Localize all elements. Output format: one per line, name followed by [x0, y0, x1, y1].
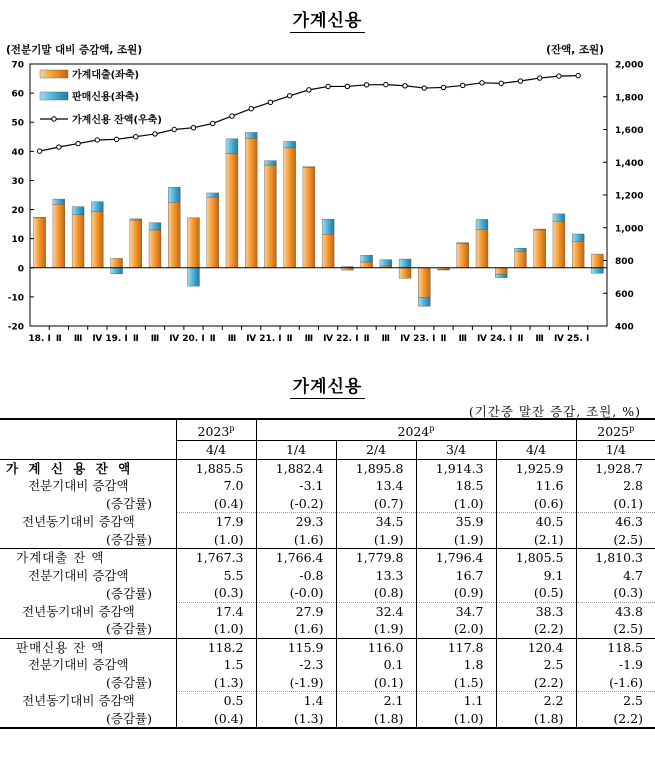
loan-bar — [534, 230, 546, 268]
right-tick-label: 800 — [615, 257, 634, 267]
chart-title: 가계신용 — [0, 6, 655, 31]
left-tick-label: 70 — [11, 60, 24, 71]
x-tick-label: Ⅲ — [304, 334, 314, 344]
cell-value: (2.2) — [496, 620, 576, 638]
x-tick-label: 20. Ⅰ — [182, 334, 205, 344]
balance-point — [326, 84, 330, 88]
balance-point — [172, 127, 176, 131]
cell-value: 117.8 — [416, 638, 496, 656]
loan-bar — [572, 241, 584, 267]
cell-value: 2.5 — [576, 692, 655, 710]
x-tick-label: 22. Ⅰ — [336, 334, 359, 344]
cell-value: 1,805.5 — [496, 549, 576, 567]
balance-point — [461, 83, 465, 87]
balance-point — [287, 94, 291, 98]
header-blank — [0, 419, 176, 441]
loan-bar — [91, 212, 103, 268]
table-row — [0, 692, 655, 710]
cell-value: (0.1) — [576, 495, 655, 513]
sales-bar — [418, 297, 430, 306]
cell-value: 32.4 — [336, 602, 416, 620]
right-tick-label: 2,000 — [615, 60, 644, 71]
quarter-header: 1/4 — [576, 441, 655, 460]
left-tick-label: 10 — [11, 235, 24, 246]
sales-bar — [226, 139, 238, 154]
sales-bar — [534, 229, 546, 230]
sales-bar — [188, 268, 200, 286]
right-tick-label: 1,600 — [615, 126, 644, 136]
left-tick-label: 60 — [11, 89, 24, 100]
x-tick-label: Ⅲ — [227, 334, 237, 344]
cell-value: (1.0) — [176, 620, 256, 638]
loan-bar — [264, 165, 276, 268]
loan-bar — [226, 154, 238, 268]
cell-value: 0.5 — [176, 692, 256, 710]
sales-bar — [361, 255, 373, 262]
cell-value: 1.1 — [416, 692, 496, 710]
sales-bar — [438, 270, 450, 271]
cell-value: 46.3 — [576, 513, 655, 531]
sales-bar — [91, 202, 103, 212]
row-label: 전분기대비 증감액 — [28, 478, 129, 494]
balance-point — [422, 86, 426, 90]
cell-value: 1.4 — [256, 692, 336, 710]
balance-point — [480, 81, 484, 85]
left-tick-label: -10 — [7, 293, 24, 304]
sales-bar — [303, 167, 315, 168]
x-tick-label: Ⅲ — [535, 334, 544, 344]
table-row — [0, 620, 655, 638]
table-title: 가계신용 — [0, 372, 655, 397]
x-tick-label: 25. Ⅰ — [566, 334, 590, 344]
loan-bar — [245, 138, 257, 268]
cell-value: 2.1 — [336, 692, 416, 710]
cell-value: 13.3 — [336, 567, 416, 585]
cell-value: 0.1 — [336, 656, 416, 674]
sales-bar — [53, 199, 65, 204]
cell-value: (-0.2) — [256, 495, 336, 513]
cell-value: 2.8 — [576, 477, 655, 495]
balance-point — [499, 81, 503, 85]
row-label: (증감률) — [0, 620, 176, 638]
x-tick-label: 23. Ⅰ — [413, 334, 436, 344]
x-tick-label: 18. Ⅰ — [28, 334, 51, 344]
x-tick-label: Ⅲ — [73, 334, 83, 344]
table-row — [0, 638, 655, 656]
cell-value: (0.3) — [576, 584, 655, 602]
balance-point — [441, 85, 445, 89]
loan-bar — [476, 229, 488, 267]
loan-bar — [284, 148, 296, 268]
balance-point — [364, 83, 368, 87]
loan-bar — [514, 252, 526, 268]
cell-value: 116.0 — [336, 638, 416, 656]
cell-value: (1.5) — [416, 674, 496, 692]
cell-value: (0.7) — [336, 495, 416, 513]
table-row — [0, 477, 655, 495]
sales-bar — [457, 243, 469, 244]
loan-bar — [399, 268, 411, 278]
cell-value: -0.8 — [256, 567, 336, 585]
cell-value: 118.5 — [576, 638, 655, 656]
sales-bar — [111, 268, 123, 274]
cell-value: (0.1) — [336, 674, 416, 692]
table-row — [0, 459, 655, 477]
balance-point — [153, 132, 157, 136]
table-row — [0, 674, 655, 692]
table-unit: (기간중 말잔 증감, 조원, %) — [468, 404, 641, 419]
cell-value: (1.3) — [256, 710, 336, 729]
cell-value: 1,796.4 — [416, 549, 496, 567]
sales-bar — [130, 219, 142, 220]
legend-loan-swatch — [40, 70, 68, 78]
balance-point — [249, 107, 253, 111]
cell-value: -3.1 — [256, 477, 336, 495]
legend-balance-label: 가계신용 잔액(우축) — [72, 115, 162, 126]
cell-value: 4.7 — [576, 567, 655, 585]
loan-bar — [111, 258, 123, 267]
cell-value: (1.0) — [176, 531, 256, 549]
loan-bar — [418, 268, 430, 298]
row-label: (증감률) — [0, 531, 176, 549]
right-tick-label: 1,400 — [615, 158, 644, 169]
cell-value: 34.5 — [336, 513, 416, 531]
cell-value: (0.4) — [176, 710, 256, 729]
cell-value: -2.3 — [256, 656, 336, 674]
left-tick-label: 30 — [11, 176, 24, 187]
balance-point — [95, 138, 99, 142]
balance-point — [307, 88, 311, 92]
x-tick-label: Ⅱ — [286, 334, 293, 344]
cell-value: (1.9) — [336, 620, 416, 638]
x-tick-label: Ⅱ — [517, 334, 524, 344]
balance-point — [37, 149, 41, 153]
cell-value: 9.1 — [496, 567, 576, 585]
cell-value: (1.3) — [176, 674, 256, 692]
cell-value: 17.4 — [176, 602, 256, 620]
loan-bar — [457, 244, 469, 268]
loan-bar — [207, 197, 219, 268]
cell-value: (-1.9) — [256, 674, 336, 692]
x-tick-label: 21. Ⅰ — [259, 334, 282, 344]
sales-bar — [572, 234, 584, 241]
sales-bar — [322, 219, 334, 234]
cell-value: 43.8 — [576, 602, 655, 620]
row-label: 전년동기대비 증감액 — [22, 603, 135, 619]
cell-value: 1,914.3 — [416, 459, 496, 477]
sales-bar — [34, 217, 46, 218]
cell-value: (-1.6) — [576, 674, 655, 692]
legend-balance-marker — [52, 117, 56, 121]
x-tick-label: Ⅱ — [209, 334, 216, 344]
balance-point — [576, 73, 580, 77]
cell-value: 5.5 — [176, 567, 256, 585]
row-label: 전년동기대비 증감액 — [22, 693, 135, 709]
cell-value: 40.5 — [496, 513, 576, 531]
year-2023: 2023$^p$ — [176, 419, 256, 441]
cell-value: (1.9) — [416, 531, 496, 549]
cell-value: 115.9 — [256, 638, 336, 656]
balance-point — [384, 82, 388, 86]
loan-bar — [34, 218, 46, 268]
balance-point — [557, 74, 561, 78]
cell-value: 29.3 — [256, 513, 336, 531]
row-label: 판매신용 잔 액 — [16, 639, 105, 655]
quarter-header: 4/4 — [496, 441, 576, 460]
x-tick-label: Ⅳ — [169, 334, 180, 344]
cell-value: 1,895.8 — [336, 459, 416, 477]
cell-value: 120.4 — [496, 638, 576, 656]
table-row — [0, 584, 655, 602]
balance-point — [537, 76, 541, 80]
x-tick-label: Ⅳ — [92, 334, 103, 344]
row-label: 가 계 신 용 잔 액 — [6, 460, 134, 476]
cell-value: 1,885.5 — [176, 459, 256, 477]
table-row — [0, 602, 655, 620]
cell-value: 34.7 — [416, 602, 496, 620]
cell-value: 1,928.7 — [576, 459, 655, 477]
cell-value: (1.0) — [416, 495, 496, 513]
right-tick-label: 1,000 — [615, 224, 644, 235]
row-label: (증감률) — [0, 710, 176, 729]
cell-value: 13.4 — [336, 477, 416, 495]
cell-value: 1,767.3 — [176, 549, 256, 567]
loan-bar — [591, 254, 603, 268]
table-row — [0, 531, 655, 549]
right-axis-title: (잔액, 조원) — [546, 44, 604, 56]
quarter-header: 2/4 — [336, 441, 416, 460]
cell-value: (1.8) — [336, 710, 416, 729]
sales-bar — [399, 259, 411, 268]
year-2025: 2025$^p$ — [576, 419, 655, 441]
cell-value: (1.6) — [256, 620, 336, 638]
balance-point — [191, 125, 195, 129]
sales-bar — [476, 219, 488, 229]
table-row — [0, 710, 655, 729]
x-tick-label: Ⅱ — [132, 334, 139, 344]
cell-value: (2.5) — [576, 620, 655, 638]
table-row — [0, 513, 655, 531]
legend-sales-label: 판매신용(좌축) — [72, 92, 140, 103]
sales-bar — [514, 248, 526, 251]
x-tick-label: Ⅱ — [363, 334, 370, 344]
cell-value: 18.5 — [416, 477, 496, 495]
cell-value: (0.5) — [496, 584, 576, 602]
row-label: 전분기대비 증감액 — [28, 567, 129, 583]
cell-value: 1,779.8 — [336, 549, 416, 567]
table-row — [0, 549, 655, 567]
cell-value: (0.4) — [176, 495, 256, 513]
sales-bar — [245, 132, 257, 138]
cell-value: 1,925.9 — [496, 459, 576, 477]
cell-value: (1.9) — [336, 531, 416, 549]
cell-value: (0.3) — [176, 584, 256, 602]
left-tick-label: 0 — [17, 264, 24, 275]
row-label: (증감률) — [106, 585, 152, 601]
row-label: 가계대출 잔 액 — [16, 550, 105, 566]
x-tick-label: 19. Ⅰ — [105, 334, 128, 344]
loan-bar — [53, 204, 65, 267]
balance-point — [268, 100, 272, 104]
cell-value: 1,766.4 — [256, 549, 336, 567]
cell-value: (1.0) — [416, 710, 496, 729]
table-row — [0, 656, 655, 674]
x-tick-label: Ⅳ — [477, 334, 487, 344]
x-tick-label: Ⅲ — [458, 334, 468, 344]
x-tick-label: Ⅳ — [553, 334, 564, 344]
cell-value: 16.7 — [416, 567, 496, 585]
cell-value: 7.0 — [176, 477, 256, 495]
x-tick-label: Ⅱ — [55, 334, 62, 344]
table-row — [0, 567, 655, 585]
loan-bar — [149, 230, 161, 268]
cell-value: (2.2) — [496, 674, 576, 692]
right-tick-label: 1,800 — [615, 93, 644, 104]
sales-bar — [495, 274, 507, 277]
left-tick-label: 40 — [11, 147, 24, 158]
left-tick-label: 50 — [11, 118, 24, 129]
right-tick-label: 600 — [615, 289, 634, 300]
x-tick-label: Ⅲ — [381, 334, 391, 344]
loan-bar — [303, 167, 315, 267]
quarter-header: 4/4 — [176, 441, 256, 460]
sales-bar — [168, 187, 180, 202]
row-label: 전분기대비 증감액 — [28, 657, 129, 673]
loan-bar — [130, 220, 142, 268]
cell-value: 118.2 — [176, 638, 256, 656]
left-tick-label: 20 — [11, 206, 24, 217]
x-tick-label: 24. Ⅰ — [489, 334, 513, 344]
balance-point — [76, 141, 80, 145]
cell-value: (0.6) — [496, 495, 576, 513]
header-blank-2 — [0, 441, 176, 460]
x-tick-label: Ⅱ — [440, 334, 447, 344]
balance-point — [134, 135, 138, 139]
right-tick-label: 1,200 — [615, 191, 644, 202]
row-label: (증감률) — [106, 675, 152, 691]
balance-point — [345, 84, 349, 88]
sales-bar — [264, 161, 276, 165]
row-label: (증감률) — [106, 496, 152, 512]
cell-value: 2.5 — [496, 656, 576, 674]
cell-value: 1,882.4 — [256, 459, 336, 477]
loan-bar — [553, 221, 565, 268]
cell-value: 17.9 — [176, 513, 256, 531]
sales-bar — [380, 260, 392, 266]
cell-value: (2.1) — [496, 531, 576, 549]
legend-sales-swatch — [40, 92, 68, 100]
cell-value: (2.5) — [576, 531, 655, 549]
cell-value: (2.2) — [576, 710, 655, 729]
cell-value: 38.3 — [496, 602, 576, 620]
x-tick-label: Ⅳ — [400, 334, 410, 344]
cell-value: 1.5 — [176, 656, 256, 674]
left-axis-title: (전분기말 대비 증감액, 조원) — [6, 44, 143, 56]
household-credit-chart — [0, 36, 655, 354]
sales-bar — [72, 207, 84, 215]
left-tick-label: -20 — [7, 322, 24, 333]
cell-value: 1,810.3 — [576, 549, 655, 567]
loan-bar — [168, 202, 180, 268]
cell-value: (-0.0) — [256, 584, 336, 602]
cell-value: 1.8 — [416, 656, 496, 674]
loan-bar — [188, 218, 200, 268]
sales-bar — [207, 193, 219, 197]
cell-value: 35.9 — [416, 513, 496, 531]
cell-value: 11.6 — [496, 477, 576, 495]
loan-bar — [72, 215, 84, 268]
cell-value: 2.2 — [496, 692, 576, 710]
year-2024: 2024$^p$ — [256, 419, 576, 441]
cell-value: (1.6) — [256, 531, 336, 549]
balance-point — [57, 145, 61, 149]
x-tick-label: Ⅳ — [246, 334, 257, 344]
sales-bar — [591, 268, 603, 274]
legend-loan-label: 가계대출(좌축) — [72, 70, 140, 81]
balance-point — [114, 137, 118, 141]
table-row — [0, 495, 655, 513]
cell-value: (1.8) — [496, 710, 576, 729]
plot-area — [30, 64, 607, 326]
quarter-header: 3/4 — [416, 441, 496, 460]
loan-bar — [322, 234, 334, 267]
loan-bar — [361, 262, 373, 268]
quarter-header: 1/4 — [256, 441, 336, 460]
balance-point — [211, 121, 215, 125]
sales-bar — [284, 141, 296, 147]
loan-bar — [495, 268, 507, 274]
sales-bar — [553, 214, 565, 221]
balance-point — [403, 84, 407, 88]
cell-value: -1.9 — [576, 656, 655, 674]
balance-point — [518, 79, 522, 83]
x-tick-label: Ⅳ — [323, 334, 334, 344]
sales-bar — [149, 223, 161, 230]
x-tick-label: Ⅲ — [150, 334, 160, 344]
cell-value: (0.8) — [336, 584, 416, 602]
cell-value: (0.9) — [416, 584, 496, 602]
cell-value: 27.9 — [256, 602, 336, 620]
right-tick-label: 400 — [615, 322, 634, 333]
row-label: 전년동기대비 증감액 — [22, 514, 135, 530]
credit-table — [0, 418, 655, 729]
cell-value: (2.0) — [416, 620, 496, 638]
balance-point — [230, 114, 234, 118]
